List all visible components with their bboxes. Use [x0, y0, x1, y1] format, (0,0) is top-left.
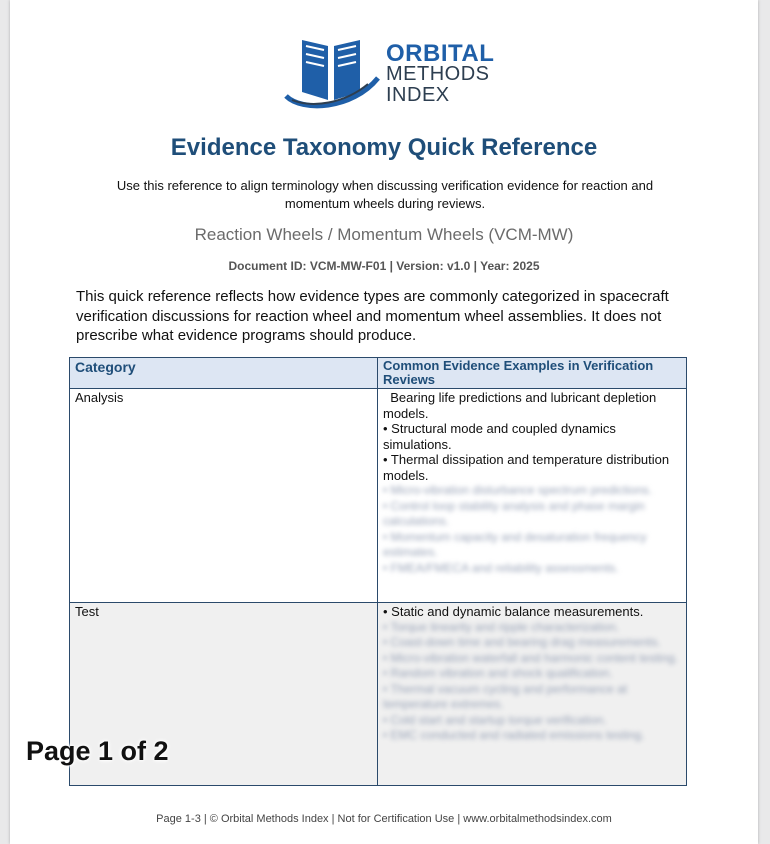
intro-text: Use this reference to align terminology when discussing verification evidence for reaction and momentum wheels during reviews. [116, 178, 654, 211]
blurred-evidence-item: • Torque linearity and ripple characterization. [383, 619, 620, 634]
blurred-evidence-item: • Micro-vibration waterfall and harmonic content testing. [383, 650, 679, 665]
blurred-evidence-item: • Momentum capacity and desaturation frequency estimates. [383, 529, 647, 559]
blurred-evidence-item: • Micro-vibration disturbance spectrum predictions. [383, 483, 652, 497]
evidence-cell [378, 389, 687, 603]
evidence-item: • Structural mode and coupled dynamics simulations. [383, 421, 616, 452]
document-meta: Document ID: VCM-MW-F01 | Version: v1.0 | Year: 2025 [228, 259, 540, 273]
table-header-row [70, 358, 687, 389]
document-page [10, 0, 758, 844]
evidence-cell [378, 603, 687, 786]
blurred-evidence-item: • Coast-down time and bearing drag measurements. [383, 635, 661, 649]
category-cell: Test [70, 603, 378, 786]
logo-line-1: ORBITAL [386, 40, 495, 67]
evidence-item: • Thermal dissipation and temperature distribution models. [383, 452, 670, 483]
logo [282, 28, 502, 114]
page-number-overlay: Page 1 of 2 [26, 736, 169, 766]
logo-wordmark [386, 40, 495, 106]
lead-paragraph: This quick reference reflects how evidence types are commonly categorized in spacecraft verification discussions for reaction wheel and momentum wheel assemblies. It does not prescribe what evidence programs should produce. [76, 288, 669, 344]
blurred-evidence-item: • Cold start and startup torque verification. [383, 712, 607, 727]
header-evidence: Common Evidence Examples in Verification Reviews [378, 358, 687, 389]
blurred-evidence-item: • EMC conducted and radiated emissions testing. [383, 728, 645, 742]
evidence-item: Bearing life predictions and lubricant depletion models. [383, 390, 660, 421]
header-category: Category [70, 358, 378, 389]
evidence-table [69, 357, 687, 786]
table-row [70, 389, 687, 603]
blurred-evidence-item: • Thermal vacuum cycling and performance at temperature extremes. [383, 681, 628, 711]
document-title: Evidence Taxonomy Quick Reference [170, 134, 598, 161]
page-footer: Page 1-3 | © Orbital Methods Index | Not for Certification Use | www.orbitalmethodsindex.com [156, 813, 612, 825]
document-subtitle: Reaction Wheels / Momentum Wheels (VCM-MW) [194, 225, 574, 244]
blurred-evidence-item: • Control loop stability analysis and phase margin calculations. [383, 498, 645, 528]
open-book-orbit-icon [282, 38, 382, 110]
blurred-evidence-item: • Random vibration and shock qualification. [383, 666, 613, 680]
blurred-evidence-item: • FMEA/FMECA and reliability assessments. [383, 560, 619, 575]
logo-line-3: INDEX [386, 84, 450, 106]
category-cell: Analysis [70, 389, 378, 603]
logo-line-2: METHODS [386, 63, 490, 85]
evidence-item: • Static and dynamic balance measurements. [383, 604, 644, 619]
